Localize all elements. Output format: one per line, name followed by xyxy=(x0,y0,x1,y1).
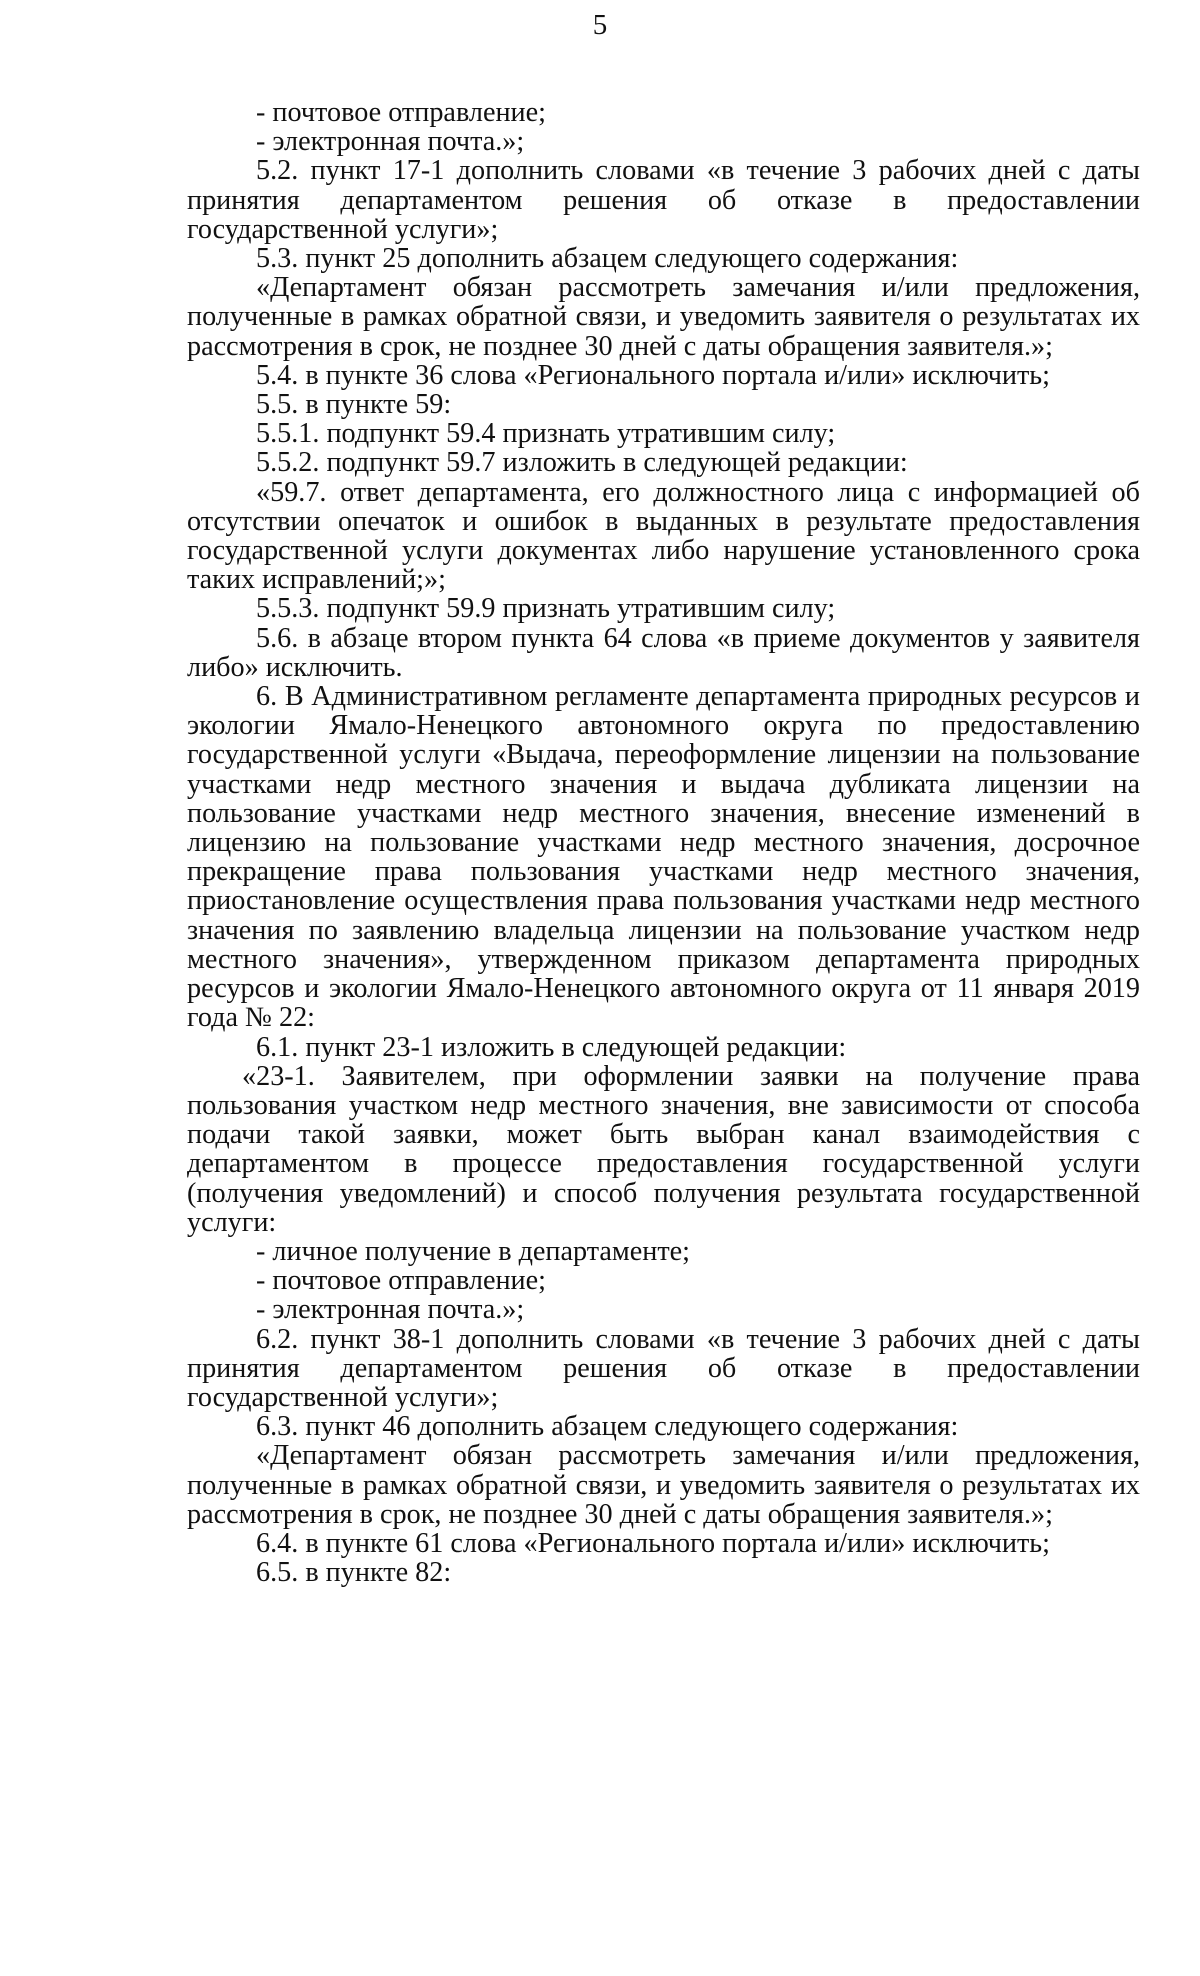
paragraph: 5.5. в пункте 59: xyxy=(256,389,452,421)
paragraph: 5.6. в абзаце втором пункта 64 слова «в приеме документов у заявителя либо» исключить. xyxy=(187,622,1140,683)
paragraph: 6.5. в пункте 82: xyxy=(256,1557,452,1589)
paragraph: «Департамент обязан рассмотреть замечания и/или предложения, полученные в рамках обратной связи, и уведомить заявителя о результатах их рассмотрения в срок, не позднее 30 дней с даты обращения заявителя.»; xyxy=(187,1440,1140,1530)
paragraph: - электронная почта.»; xyxy=(256,1294,525,1326)
document-body xyxy=(187,98,1140,1587)
paragraph: «59.7. ответ департамента, его должностного лица с информацией об отсутствии опечаток и ошибок в выданных в результате предоставления государственной услуги документах либо нарушение установленного срока таких исправлений;»; xyxy=(187,476,1140,596)
paragraph: 5.3. пункт 25 дополнить абзацем следующего содержания: xyxy=(256,243,959,275)
paragraph: «Департамент обязан рассмотреть замечания и/или предложения, полученные в рамках обратной связи, и уведомить заявителя о результатах их рассмотрения в срок, не позднее 30 дней с даты обращения заявителя.»; xyxy=(187,272,1140,362)
paragraph: - электронная почта.»; xyxy=(256,126,525,158)
paragraph: - почтовое отправление; xyxy=(256,1265,546,1297)
page-number: 5 xyxy=(592,9,608,41)
paragraph: 5.5.3. подпункт 59.9 признать утратившим силу; xyxy=(256,593,836,625)
paragraph: - личное получение в департаменте; xyxy=(256,1235,691,1267)
paragraph: 5.4. в пункте 36 слова «Регионального портала и/или» исключить; xyxy=(256,359,1050,391)
paragraph: 6. В Административном регламенте департамента природных ресурсов и экологии Ямало-Ненецкого автономного округа по предоставлению государственной услуги «Выдача, переоформление лицензии на пользование участками недр местного значения и выдача дубликата лицензии на пользование участками недр местного значения, внесение изменений в лицензию на пользование участками недр местного значения, досрочное прекращение права пользования участками недр местного значения, приостановление осуществления права пользования участками недр местного значения по заявлению владельца лицензии на пользование участком недр местного значения», утвержденном приказом департамента природных ресурсов и экологии Ямало-Ненецкого автономного округа от 11 января 2019 года № 22: xyxy=(187,681,1140,1034)
paragraph: 5.5.1. подпункт 59.4 признать утратившим силу; xyxy=(256,418,836,450)
paragraph: 6.1. пункт 23-1 изложить в следующей редакции: xyxy=(256,1031,847,1063)
paragraph: - почтовое отправление; xyxy=(256,97,546,128)
paragraph: 6.2. пункт 38-1 дополнить словами «в течение 3 рабочих дней с даты принятия департаментом решения об отказе в предоставлении государственной услуги»; xyxy=(187,1323,1140,1413)
paragraph: 6.4. в пункте 61 слова «Регионального портала и/или» исключить; xyxy=(256,1527,1050,1559)
paragraph: 5.2. пункт 17-1 дополнить словами «в течение 3 рабочих дней с даты принятия департаментом решения об отказе в предоставлении государственной услуги»; xyxy=(187,155,1140,245)
paragraph: 5.5.2. подпункт 59.7 изложить в следующей редакции: xyxy=(256,447,908,479)
paragraph: «23-1. Заявителем, при оформлении заявки на получение права пользования участком недр местного значения, вне зависимости от способа подачи такой заявки, может быть выбран канал взаимодействия с департаментом в процессе предоставления государственной услуги (получения уведомлений) и способ получения результата государственной услуги: xyxy=(187,1060,1140,1238)
paragraph: 6.3. пункт 46 дополнить абзацем следующего содержания: xyxy=(256,1411,959,1443)
